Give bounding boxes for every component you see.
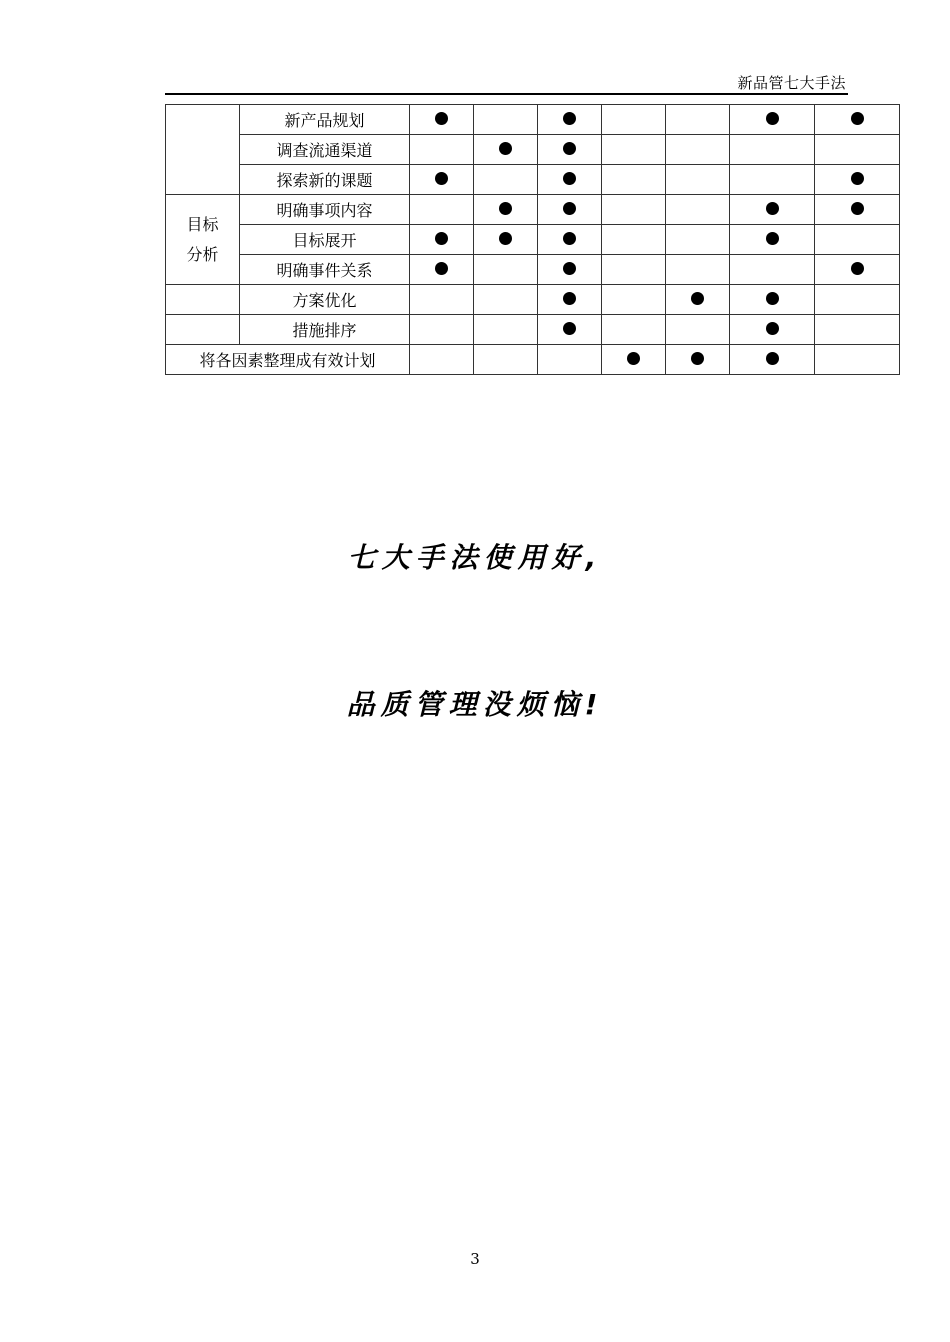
- mark-cell: [815, 315, 900, 345]
- table-row: [166, 255, 900, 285]
- mark-cell: [730, 315, 815, 345]
- filled-dot-icon: [563, 292, 576, 305]
- row-label: 将各因素整理成有效计划: [166, 345, 410, 375]
- mark-cell: [602, 165, 666, 195]
- mark-cell: [730, 195, 815, 225]
- mark-cell: [666, 165, 730, 195]
- slogan-line-1: 七大手法使用好,: [347, 541, 603, 574]
- filled-dot-icon: [766, 352, 779, 365]
- mark-cell: [474, 195, 538, 225]
- mark-cell: [815, 345, 900, 375]
- row-label: 新产品规划: [240, 105, 410, 135]
- filled-dot-icon: [435, 232, 448, 245]
- mark-cell: [815, 105, 900, 135]
- row-label: 调查流通渠道: [240, 135, 410, 165]
- mark-cell: [538, 285, 602, 315]
- table-row: [166, 195, 900, 225]
- mark-cell: [474, 285, 538, 315]
- header-title: 新品管七大手法: [737, 74, 846, 92]
- mark-cell: [730, 135, 815, 165]
- mark-cell: [538, 105, 602, 135]
- filled-dot-icon: [563, 262, 576, 275]
- filled-dot-icon: [851, 112, 864, 125]
- category-label-line-1: 目标: [186, 214, 219, 234]
- mark-cell: [538, 345, 602, 375]
- filled-dot-icon: [499, 202, 512, 215]
- row-label: 措施排序: [240, 315, 410, 345]
- slogan-line-2: 品质管理没烦恼!: [346, 688, 604, 721]
- row-label: 明确事项内容: [240, 195, 410, 225]
- category-cell-target-analysis: [166, 195, 240, 285]
- filled-dot-icon: [563, 232, 576, 245]
- mark-cell: [730, 105, 815, 135]
- mark-cell: [538, 255, 602, 285]
- mark-cell: [474, 165, 538, 195]
- filled-dot-icon: [563, 112, 576, 125]
- mark-cell: [666, 255, 730, 285]
- mark-cell: [410, 135, 474, 165]
- mark-cell: [666, 285, 730, 315]
- filled-dot-icon: [851, 202, 864, 215]
- mark-cell: [538, 315, 602, 345]
- mark-cell: [602, 285, 666, 315]
- mark-cell: [602, 225, 666, 255]
- mark-cell: [815, 285, 900, 315]
- row-label: 明确事件关系: [240, 255, 410, 285]
- filled-dot-icon: [499, 232, 512, 245]
- mark-cell: [474, 345, 538, 375]
- filled-dot-icon: [766, 292, 779, 305]
- mark-cell: [666, 225, 730, 255]
- header-rule: [165, 93, 848, 95]
- filled-dot-icon: [563, 142, 576, 155]
- category-label-line-2: 分析: [186, 244, 219, 264]
- table-row: [166, 135, 900, 165]
- mark-cell: [815, 165, 900, 195]
- mark-cell: [474, 255, 538, 285]
- filled-dot-icon: [851, 172, 864, 185]
- filled-dot-icon: [435, 262, 448, 275]
- mark-cell: [474, 225, 538, 255]
- mark-cell: [730, 165, 815, 195]
- mark-cell: [666, 195, 730, 225]
- filled-dot-icon: [851, 262, 864, 275]
- mark-cell: [474, 315, 538, 345]
- row-label: 方案优化: [240, 285, 410, 315]
- filled-dot-icon: [563, 202, 576, 215]
- table-row: [166, 165, 900, 195]
- filled-dot-icon: [691, 352, 704, 365]
- filled-dot-icon: [627, 352, 640, 365]
- category-cell-empty: [166, 105, 240, 195]
- mark-cell: [666, 135, 730, 165]
- mark-cell: [410, 315, 474, 345]
- filled-dot-icon: [766, 322, 779, 335]
- filled-dot-icon: [563, 322, 576, 335]
- mark-cell: [410, 165, 474, 195]
- table-row: [166, 105, 900, 135]
- table-row: [166, 225, 900, 255]
- mark-cell: [602, 195, 666, 225]
- mark-cell: [410, 195, 474, 225]
- mark-cell: [730, 345, 815, 375]
- mark-cell: [410, 345, 474, 375]
- filled-dot-icon: [435, 112, 448, 125]
- filled-dot-icon: [766, 112, 779, 125]
- mark-cell: [538, 165, 602, 195]
- mark-cell: [730, 225, 815, 255]
- mark-cell: [815, 225, 900, 255]
- filled-dot-icon: [435, 172, 448, 185]
- mark-cell: [602, 135, 666, 165]
- filled-dot-icon: [691, 292, 704, 305]
- mark-cell: [815, 195, 900, 225]
- filled-dot-icon: [499, 142, 512, 155]
- mark-cell: [602, 345, 666, 375]
- method-matrix-table: [165, 104, 900, 375]
- mark-cell: [538, 195, 602, 225]
- mark-cell: [815, 135, 900, 165]
- mark-cell: [730, 255, 815, 285]
- table-row: [166, 315, 900, 345]
- mark-cell: [410, 285, 474, 315]
- mark-cell: [474, 105, 538, 135]
- page-number: 3: [470, 1250, 480, 1268]
- row-label: 探索新的课题: [240, 165, 410, 195]
- mark-cell: [666, 315, 730, 345]
- mark-cell: [602, 315, 666, 345]
- mark-cell: [538, 135, 602, 165]
- mark-cell: [538, 225, 602, 255]
- mark-cell: [666, 105, 730, 135]
- row-label: 目标展开: [240, 225, 410, 255]
- filled-dot-icon: [766, 202, 779, 215]
- mark-cell: [410, 105, 474, 135]
- table-row: [166, 345, 900, 375]
- category-cell-empty: [166, 285, 240, 315]
- mark-cell: [474, 135, 538, 165]
- mark-cell: [730, 285, 815, 315]
- table-row: [166, 285, 900, 315]
- filled-dot-icon: [766, 232, 779, 245]
- mark-cell: [602, 105, 666, 135]
- mark-cell: [666, 345, 730, 375]
- mark-cell: [410, 255, 474, 285]
- category-cell-empty: [166, 315, 240, 345]
- mark-cell: [815, 255, 900, 285]
- filled-dot-icon: [563, 172, 576, 185]
- mark-cell: [410, 225, 474, 255]
- mark-cell: [602, 255, 666, 285]
